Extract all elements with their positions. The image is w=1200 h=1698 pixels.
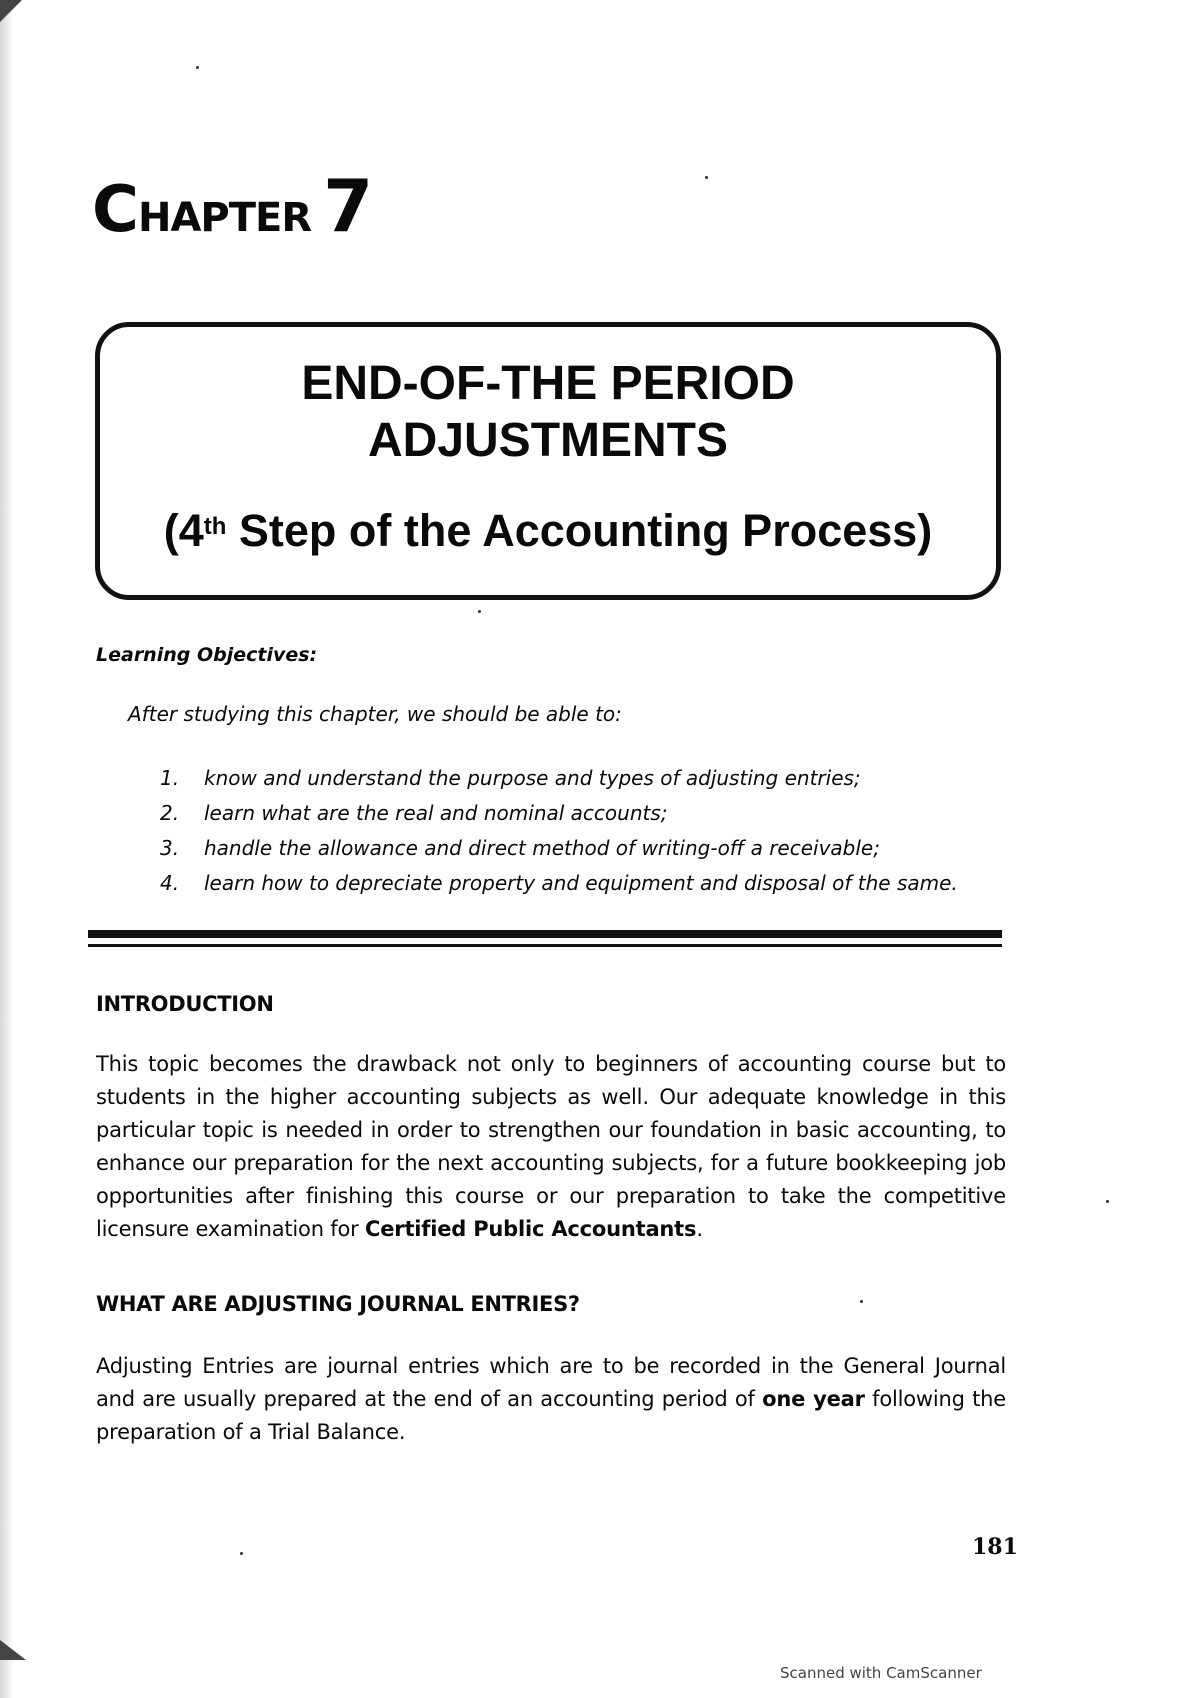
- scan-speck: [860, 1300, 863, 1303]
- introduction-paragraph-emphasis: Certified Public Accountants: [365, 1217, 697, 1241]
- chapter-title: [100, 355, 996, 469]
- scan-speck: [196, 66, 199, 69]
- introduction-paragraph-end: .: [696, 1217, 703, 1241]
- learning-objectives-intro: After studying this chapter, we should be able to:: [128, 702, 622, 726]
- objective-number: 1.: [160, 766, 180, 790]
- chapter-title-line-1: END-OF-THE PERIOD: [301, 357, 795, 410]
- adjusting-paragraph-end: following the preparation of a Trial Balance.: [96, 1387, 1006, 1444]
- objective-number: 2.: [160, 801, 180, 825]
- introduction-paragraph: [96, 1048, 1006, 1246]
- objective-number: 3.: [160, 836, 180, 860]
- objective-text: handle the allowance and direct method of writing-off a receivable;: [204, 836, 880, 860]
- chapter-title-line-2: ADJUSTMENTS: [367, 414, 729, 467]
- objective-text: learn how to depreciate property and equipment and disposal of the same.: [204, 871, 958, 895]
- adjusting-paragraph-text: Adjusting Entries are journal entries which are to be recorded in the General Journal and are usually prepared at the end of an accounting period of: [96, 1354, 1006, 1411]
- objective-item: [160, 801, 958, 836]
- adjusting-entries-heading: WHAT ARE ADJUSTING JOURNAL ENTRIES?: [96, 1292, 580, 1316]
- learning-objectives-label: Learning Objectives:: [96, 644, 318, 666]
- subtitle-superscript: th: [203, 513, 227, 540]
- page-number: 181: [972, 1534, 1018, 1560]
- scan-speck: [478, 610, 481, 613]
- section-divider-thick: [88, 930, 1002, 938]
- scanner-watermark: Scanned with CamScanner: [780, 1664, 982, 1682]
- chapter-word-initial: C: [92, 173, 138, 247]
- subtitle-rest: Step of the Accounting Process): [226, 505, 933, 556]
- chapter-word: [92, 173, 312, 247]
- introduction-paragraph-text: This topic becomes the drawback not only to beginners of accounting course but to students in the higher accounting subjects as well. Our adequate knowledge in this particular topic is needed in order to strengthen our foundation in basic accounting, to enhance our preparation for the next accounting subjects, for a future bookkeeping job opportunities after finishing this course or our preparation to take the competitive licensure examination for: [96, 1052, 1006, 1241]
- scan-corner-mark: [0, 0, 22, 22]
- chapter-number: 7: [323, 164, 374, 248]
- objective-number: 4.: [160, 871, 180, 895]
- scan-corner-mark: [0, 1640, 26, 1660]
- chapter-word-rest: HAPTER: [137, 195, 312, 241]
- objective-item: [160, 766, 958, 801]
- scan-edge-shadow: [0, 0, 14, 1698]
- chapter-title-box: [95, 322, 1001, 600]
- chapter-heading: [92, 164, 374, 248]
- objective-text: learn what are the real and nominal accounts;: [204, 801, 668, 825]
- adjusting-entries-paragraph: [96, 1350, 1006, 1449]
- scan-speck: [705, 176, 708, 179]
- introduction-heading: INTRODUCTION: [96, 992, 274, 1016]
- adjusting-paragraph-emphasis: one year: [762, 1387, 865, 1411]
- scan-speck: [240, 1552, 243, 1555]
- scan-speck: [1106, 1200, 1109, 1203]
- objective-text: know and understand the purpose and types of adjusting entries;: [204, 766, 861, 790]
- section-divider-thin: [88, 944, 1002, 947]
- objective-item: [160, 836, 958, 871]
- subtitle-prefix: (4: [163, 505, 204, 556]
- learning-objectives-list: [160, 766, 958, 906]
- objective-item: [160, 871, 958, 906]
- chapter-subtitle: [100, 505, 996, 557]
